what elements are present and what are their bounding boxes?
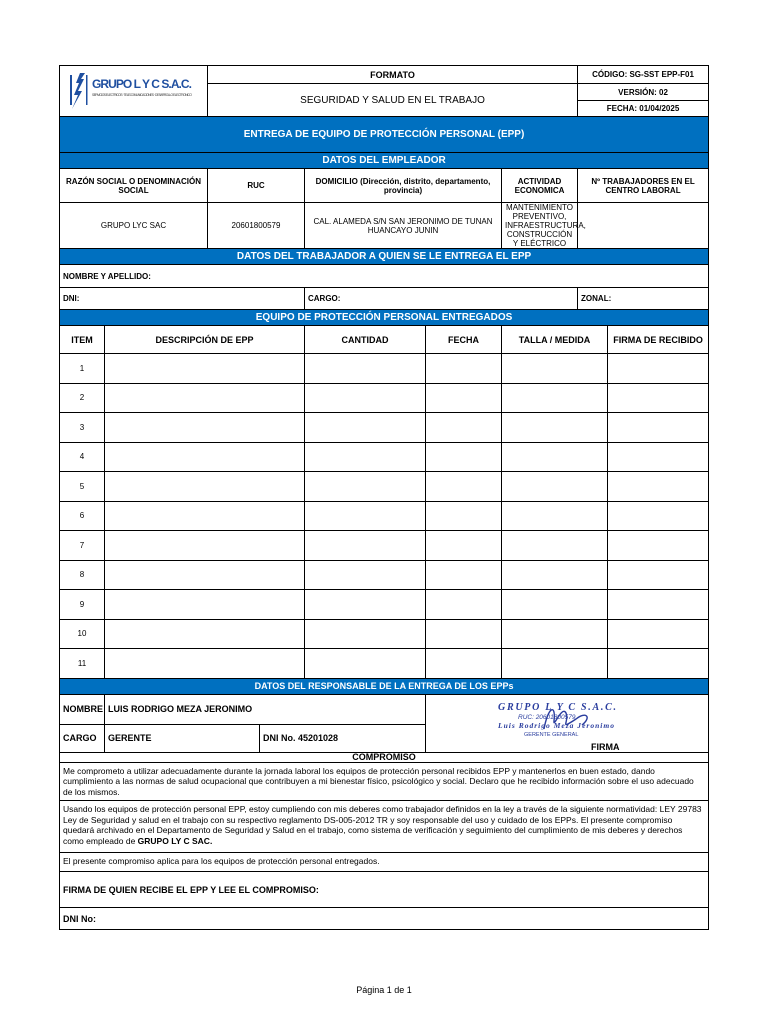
table-row (60, 383, 709, 413)
epp-cell-descripcion[interactable] (105, 501, 305, 531)
table-row (60, 442, 709, 472)
epp-cell-fecha[interactable] (426, 383, 502, 413)
epp-cell-firma[interactable] (608, 531, 709, 561)
responsable-cargo-label: CARGO (60, 724, 105, 752)
epp-cell-firma[interactable] (608, 501, 709, 531)
epp-cell-firma[interactable] (608, 649, 709, 679)
epp-cell-fecha[interactable] (426, 354, 502, 384)
empleador-header-ruc: RUC (208, 169, 305, 203)
empleador-trabajadores-value (578, 203, 709, 249)
epp-cell-cantidad[interactable] (305, 354, 426, 384)
epp-cell-descripcion[interactable] (105, 560, 305, 590)
epp-cell-descripcion[interactable] (105, 413, 305, 443)
empleador-actividad-value: MANTENIMIENTO PREVENTIVO, INFRAESTRUCTURA, CONSTRUCCIÓN Y ELÉCTRICO (502, 203, 578, 249)
empleador-header-trabajadores: Nº TRABAJADORES EN EL CENTRO LABORAL (578, 169, 709, 203)
stamp-company: GRUPO L Y C S.A.C. (498, 701, 616, 713)
doc-title: SEGURIDAD Y SALUD EN EL TRABAJO (208, 84, 578, 117)
epp-title: EQUIPO DE PROTECCIÓN PERSONAL ENTREGADOS (60, 310, 709, 326)
epp-header-firma: FIRMA DE RECIBIDO (608, 326, 709, 354)
epp-cell-cantidad[interactable] (305, 383, 426, 413)
responsable-dni-value: DNI No. 45201028 (260, 724, 426, 752)
empleador-domicilio-value: CAL. ALAMEDA S/N SAN JERONIMO DE TUNAN HUANCAYO JUNIN (305, 203, 502, 249)
table-row (60, 472, 709, 502)
stamp-name: Luis Rodrigo Meza Jeronimo (498, 720, 614, 730)
table-row (60, 501, 709, 531)
epp-item-number: 9 (60, 590, 105, 620)
epp-cell-firma[interactable] (608, 590, 709, 620)
epp-cell-fecha[interactable] (426, 472, 502, 502)
epp-cell-cantidad[interactable] (305, 501, 426, 531)
responsable-firma (426, 694, 709, 752)
epp-cell-talla[interactable] (502, 531, 608, 561)
page-footer: Página 1 de 1 (356, 985, 412, 995)
responsable-title: DATOS DEL RESPONSABLE DE LA ENTREGA DE LOS EPPs (60, 678, 709, 694)
epp-cell-descripcion[interactable] (105, 472, 305, 502)
responsable-nombre-label: NOMBRE (60, 694, 105, 724)
version-label: VERSIÓN: 02 (578, 84, 709, 101)
epp-cell-firma[interactable] (608, 560, 709, 590)
epp-cell-firma[interactable] (608, 413, 709, 443)
epp-cell-firma[interactable] (608, 442, 709, 472)
epp-item-number: 11 (60, 649, 105, 679)
epp-cell-descripcion[interactable] (105, 590, 305, 620)
company-logo-icon (68, 69, 198, 111)
epp-cell-fecha[interactable] (426, 531, 502, 561)
firma-recibe-field[interactable]: FIRMA DE QUIEN RECIBE EL EPP Y LEE EL COMPROMISO: (60, 872, 709, 908)
epp-header-item: ITEM (60, 326, 105, 354)
responsable-nombre-value: LUIS RODRIGO MEZA JERONIMO (105, 694, 426, 724)
epp-cell-cantidad[interactable] (305, 649, 426, 679)
trabajador-zonal-field[interactable]: ZONAL: (578, 288, 709, 310)
epp-cell-cantidad[interactable] (305, 413, 426, 443)
compromiso-p2-company: GRUPO LY C SAC. (137, 835, 213, 846)
epp-cell-talla[interactable] (502, 413, 608, 443)
epp-cell-fecha[interactable] (426, 442, 502, 472)
epp-cell-cantidad[interactable] (305, 472, 426, 502)
epp-header-talla: TALLA / MEDIDA (502, 326, 608, 354)
logo-subtitle: SERVICIOS ELECTRICOS · TELECOMUNICACIONES · DESARROLLO ELECTRONICO (92, 93, 192, 97)
epp-item-number: 10 (60, 619, 105, 649)
epp-cell-talla[interactable] (502, 560, 608, 590)
stamp-ruc: RUC: 20601800579 (518, 713, 576, 721)
epp-item-number: 6 (60, 501, 105, 531)
empleador-razon-value: GRUPO LYC SAC (60, 203, 208, 249)
epp-cell-talla[interactable] (502, 590, 608, 620)
epp-item-number: 5 (60, 472, 105, 502)
empleador-title: DATOS DEL EMPLEADOR (60, 153, 709, 169)
stamp-role: GERENTE GENERAL (524, 731, 579, 738)
compromiso-p2-text: Usando los equipos de protección personal EPP, estoy cumpliendo con mis deberes como trabajador definidos en la ley a través de la siguiente normatividad: LEY 29783 Ley de Seguridad y salud en el trabajo con su respectivo reglamento DS-005-2012 TR y soy responsable del uso y cuidado de los EPPs. El presente compromiso quedará archivado en el Departamento de Seguridad y Salud en el trabajo, como sistema de verificación y seguimiento del cumplimiento de mis deberes y derechos como empleado de (63, 804, 702, 846)
epp-cell-talla[interactable] (502, 472, 608, 502)
form-table (59, 65, 709, 930)
epp-cell-fecha[interactable] (426, 619, 502, 649)
epp-cell-descripcion[interactable] (105, 649, 305, 679)
epp-cell-firma[interactable] (608, 383, 709, 413)
epp-cell-talla[interactable] (502, 649, 608, 679)
epp-cell-descripcion[interactable] (105, 531, 305, 561)
compromiso-title: COMPROMISO (60, 752, 709, 762)
compromiso-paragraph-1: Me comprometo a utilizar adecuadamente durante la jornada laboral los equipos de protección personal recibidos EPP y mantenerlos en buen estado, dando cumplimiento a las normas de salud ocupacional que contribuyen a mi bienestar físico, psicológico y social. Declaro que he recibido información sobre el uso adecuado de los mismos. (60, 762, 709, 801)
epp-cell-descripcion[interactable] (105, 354, 305, 384)
table-row (60, 619, 709, 649)
epp-cell-descripcion[interactable] (105, 442, 305, 472)
firma-label: FIRMA (591, 741, 620, 752)
main-title: ENTREGA DE EQUIPO DE PROTECCIÓN PERSONAL (EPP) (60, 117, 709, 153)
compromiso-paragraph-2 (60, 801, 709, 853)
epp-item-number: 2 (60, 383, 105, 413)
trabajador-dni-field[interactable]: DNI: (60, 288, 305, 310)
epp-cell-talla[interactable] (502, 354, 608, 384)
table-row (60, 413, 709, 443)
epp-item-number: 8 (60, 560, 105, 590)
table-row (60, 560, 709, 590)
epp-cell-descripcion[interactable] (105, 619, 305, 649)
formato-label: FORMATO (208, 66, 578, 84)
table-row (60, 531, 709, 561)
epp-header-descripcion: DESCRIPCIÓN DE EPP (105, 326, 305, 354)
empleador-header-domicilio: DOMICILIO (Dirección, distrito, departamento, provincia) (305, 169, 502, 203)
codigo-label: CÓDIGO: SG-SST EPP-F01 (578, 66, 709, 84)
epp-cell-firma[interactable] (608, 472, 709, 502)
table-row (60, 649, 709, 679)
epp-header-fecha: FECHA (426, 326, 502, 354)
table-row (60, 354, 709, 384)
empleador-ruc-value: 20601800579 (208, 203, 305, 249)
logo-title: GRUPO L Y C S.A.C. (92, 77, 192, 91)
form-sheet (59, 65, 708, 930)
responsable-cargo-value: GERENTE (105, 724, 260, 752)
epp-cell-firma[interactable] (608, 354, 709, 384)
epp-item-number: 4 (60, 442, 105, 472)
trabajador-title: DATOS DEL TRABAJADOR A QUIEN SE LE ENTREGA EL EPP (60, 249, 709, 265)
epp-cell-descripcion[interactable] (105, 383, 305, 413)
trabajador-nombre-field[interactable]: NOMBRE Y APELLIDO: (60, 265, 709, 288)
epp-cell-cantidad[interactable] (305, 619, 426, 649)
dni-no-field[interactable]: DNI No: (60, 908, 709, 930)
empleador-header-actividad: ACTIVIDAD ECONOMICA (502, 169, 578, 203)
epp-cell-fecha[interactable] (426, 649, 502, 679)
epp-cell-talla[interactable] (502, 501, 608, 531)
epp-header-cantidad: CANTIDAD (305, 326, 426, 354)
epp-item-number: 1 (60, 354, 105, 384)
signature-stamp (496, 699, 656, 743)
epp-rows (60, 354, 709, 679)
epp-item-number: 3 (60, 413, 105, 443)
epp-cell-talla[interactable] (502, 619, 608, 649)
epp-cell-fecha[interactable] (426, 560, 502, 590)
epp-cell-fecha[interactable] (426, 501, 502, 531)
epp-cell-talla[interactable] (502, 383, 608, 413)
epp-cell-cantidad[interactable] (305, 590, 426, 620)
compromiso-paragraph-3: El presente compromiso aplica para los equipos de protección personal entregados. (60, 853, 709, 872)
trabajador-cargo-field[interactable]: CARGO: (305, 288, 578, 310)
epp-cell-talla[interactable] (502, 442, 608, 472)
epp-cell-cantidad[interactable] (305, 560, 426, 590)
fecha-label: FECHA: 01/04/2025 (578, 101, 709, 117)
table-row (60, 590, 709, 620)
empleador-header-razon: RAZÓN SOCIAL O DENOMINACIÓN SOCIAL (60, 169, 208, 203)
epp-cell-fecha[interactable] (426, 590, 502, 620)
epp-cell-cantidad[interactable] (305, 531, 426, 561)
company-logo (60, 66, 208, 117)
epp-cell-fecha[interactable] (426, 413, 502, 443)
epp-cell-cantidad[interactable] (305, 442, 426, 472)
epp-item-number: 7 (60, 531, 105, 561)
epp-cell-firma[interactable] (608, 619, 709, 649)
